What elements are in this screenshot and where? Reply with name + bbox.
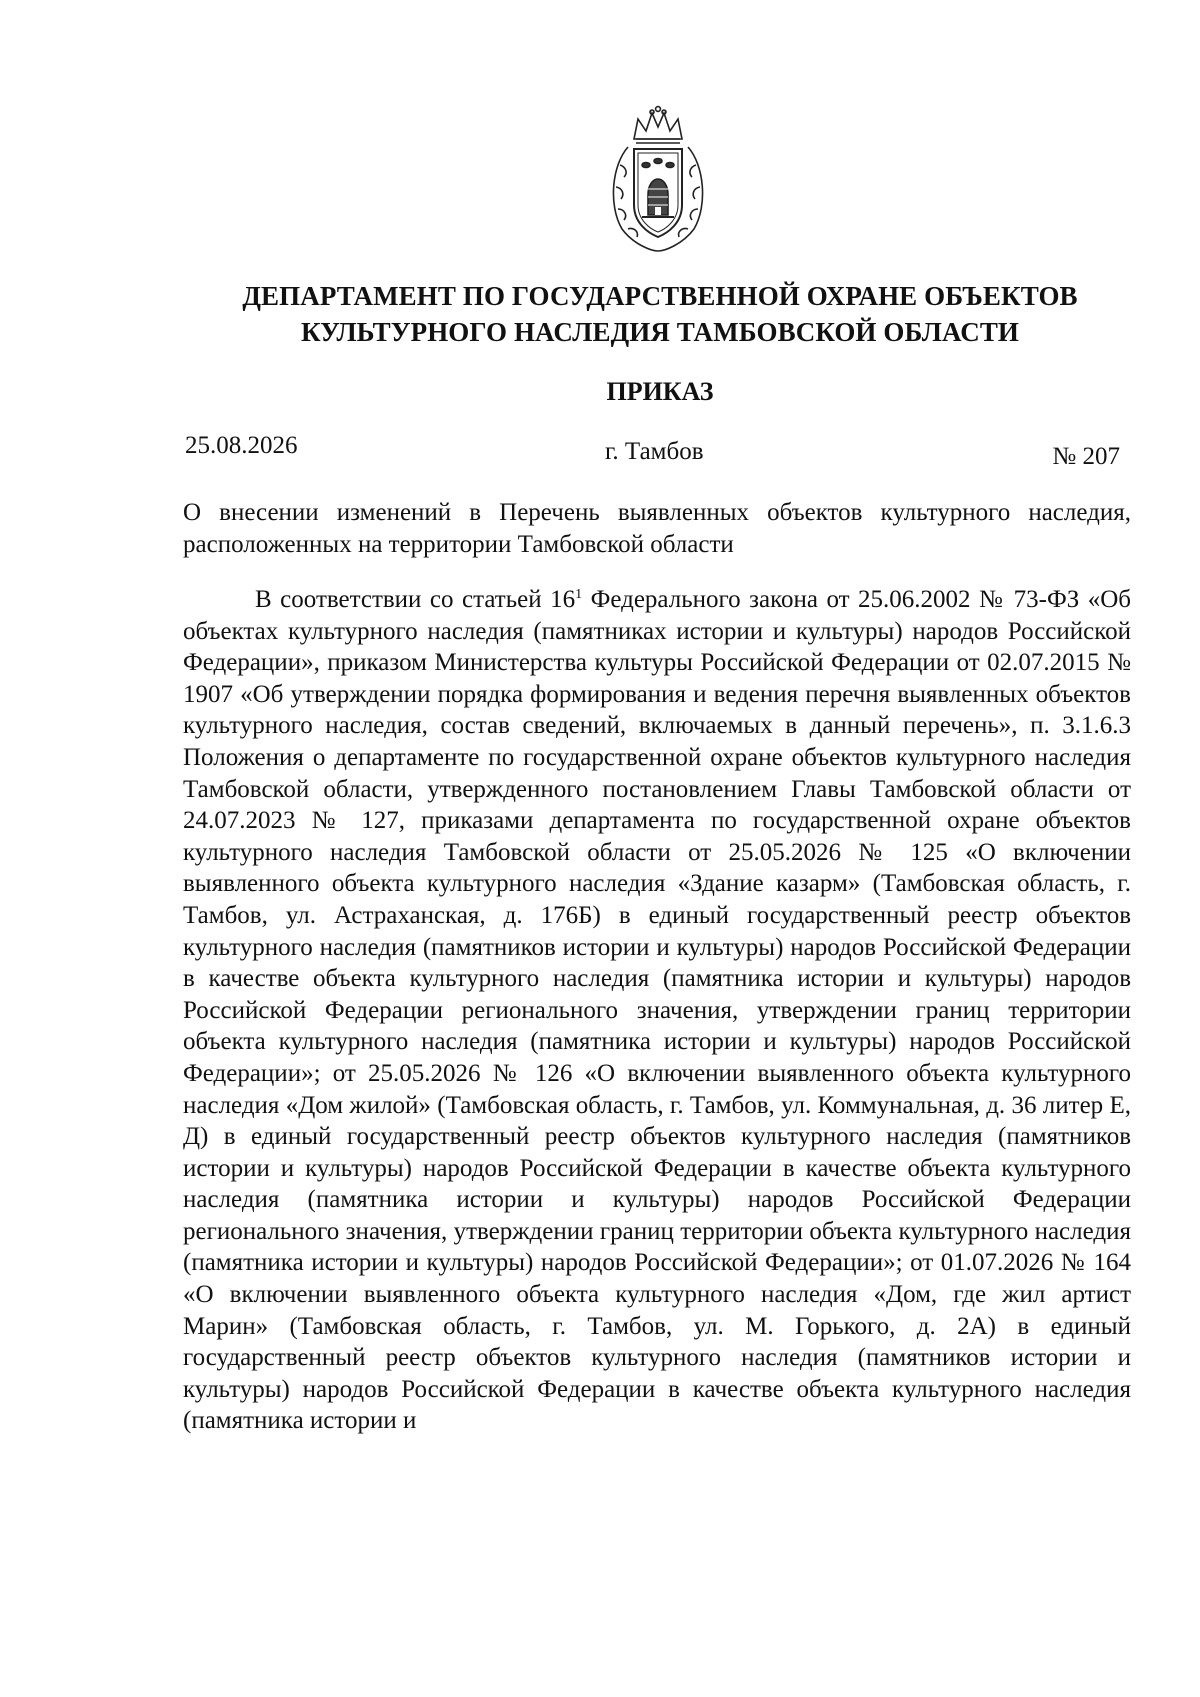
document-number: № 207	[1052, 443, 1120, 470]
body-superscript: 1	[575, 587, 583, 602]
body-text-part2: Федерального закона от 25.06.2002 № 73-ФЗ «Об объектах культурного наследия (памятниках истории и культуры) народов Российской Федерации», приказом Министерства культуры Российской Федерации от 02.07.2015 № 1907 «Об утверждении порядка формирования и ведения перечня выявленных объектов культурного наследия, состав сведений, включаемых в данный перечень», п. 3.1.6.3 Положения о департаменте по государственной охране объектов культурного наследия Тамбовской области, утвержденного постановлением Главы Тамбовской области от 24.07.2023 № 127, приказами департамента по государственной охране объектов культурного наследия Тамбовской области от 25.05.2026 № 125 «О включении выявленного объекта культурного наследия «Здание казарм» (Тамбовская область, г. Тамбов, ул. Астраханская, д. 176Б) в единый государственный реестр объектов культурного наследия (памятников истории и культуры) народов Российской Федерации в качестве объекта культурного наследия (памятника истории и культуры) народов Российской Федерации регионального значения, утверждении границ территории объекта культурного наследия (памятника истории и культуры) народов Российской Федерации»; от 25.05.2026 № 126 «О включении выявленного объекта культурного наследия «Дом жилой» (Тамбовская область, г. Тамбов, ул. Коммунальная, д. 36 литер Е, Д) в единый государственный реестр объектов культурного наследия (памятников истории и культуры) народов Российской Федерации в качестве объекта культурного наследия (памятника истории и культуры) народов Российской Федерации регионального значения, утверждении границ территории объекта культурного наследия (памятника истории и культуры) народов Российской Федерации»; от 01.07.2026 № 164 «О включении выявленного объекта культурного наследия «Дом, где жил артист Марин» (Тамбовская область, г. Тамбов, ул. М. Горького, д. 2А) в единый государственный реестр объектов культурного наследия (памятников истории и культуры) народов Российской Федерации в качестве объекта культурного наследия (памятника истории и	[183, 586, 1131, 1435]
department-name	[150, 278, 1170, 350]
coat-of-arms-icon	[598, 105, 718, 255]
document-city: г. Тамбов	[605, 438, 704, 465]
document-date: 25.08.2026	[185, 432, 298, 459]
document-body	[183, 584, 1131, 1437]
document-subject: О внесении изменений в Перечень выявленных объектов культурного наследия, расположенных на территории Тамбовской области	[183, 499, 1131, 558]
department-name-line1: ДЕПАРТАМЕНТ ПО ГОСУДАРСТВЕННОЙ ОХРАНЕ ОБЪЕКТОВ	[242, 281, 1078, 311]
body-text-part1: В соответствии со статьей 16	[255, 586, 576, 613]
document-type: ПРИКАЗ	[606, 377, 714, 406]
department-name-line2: КУЛЬТУРНОГО НАСЛЕДИЯ ТАМБОВСКОЙ ОБЛАСТИ	[300, 317, 1020, 347]
